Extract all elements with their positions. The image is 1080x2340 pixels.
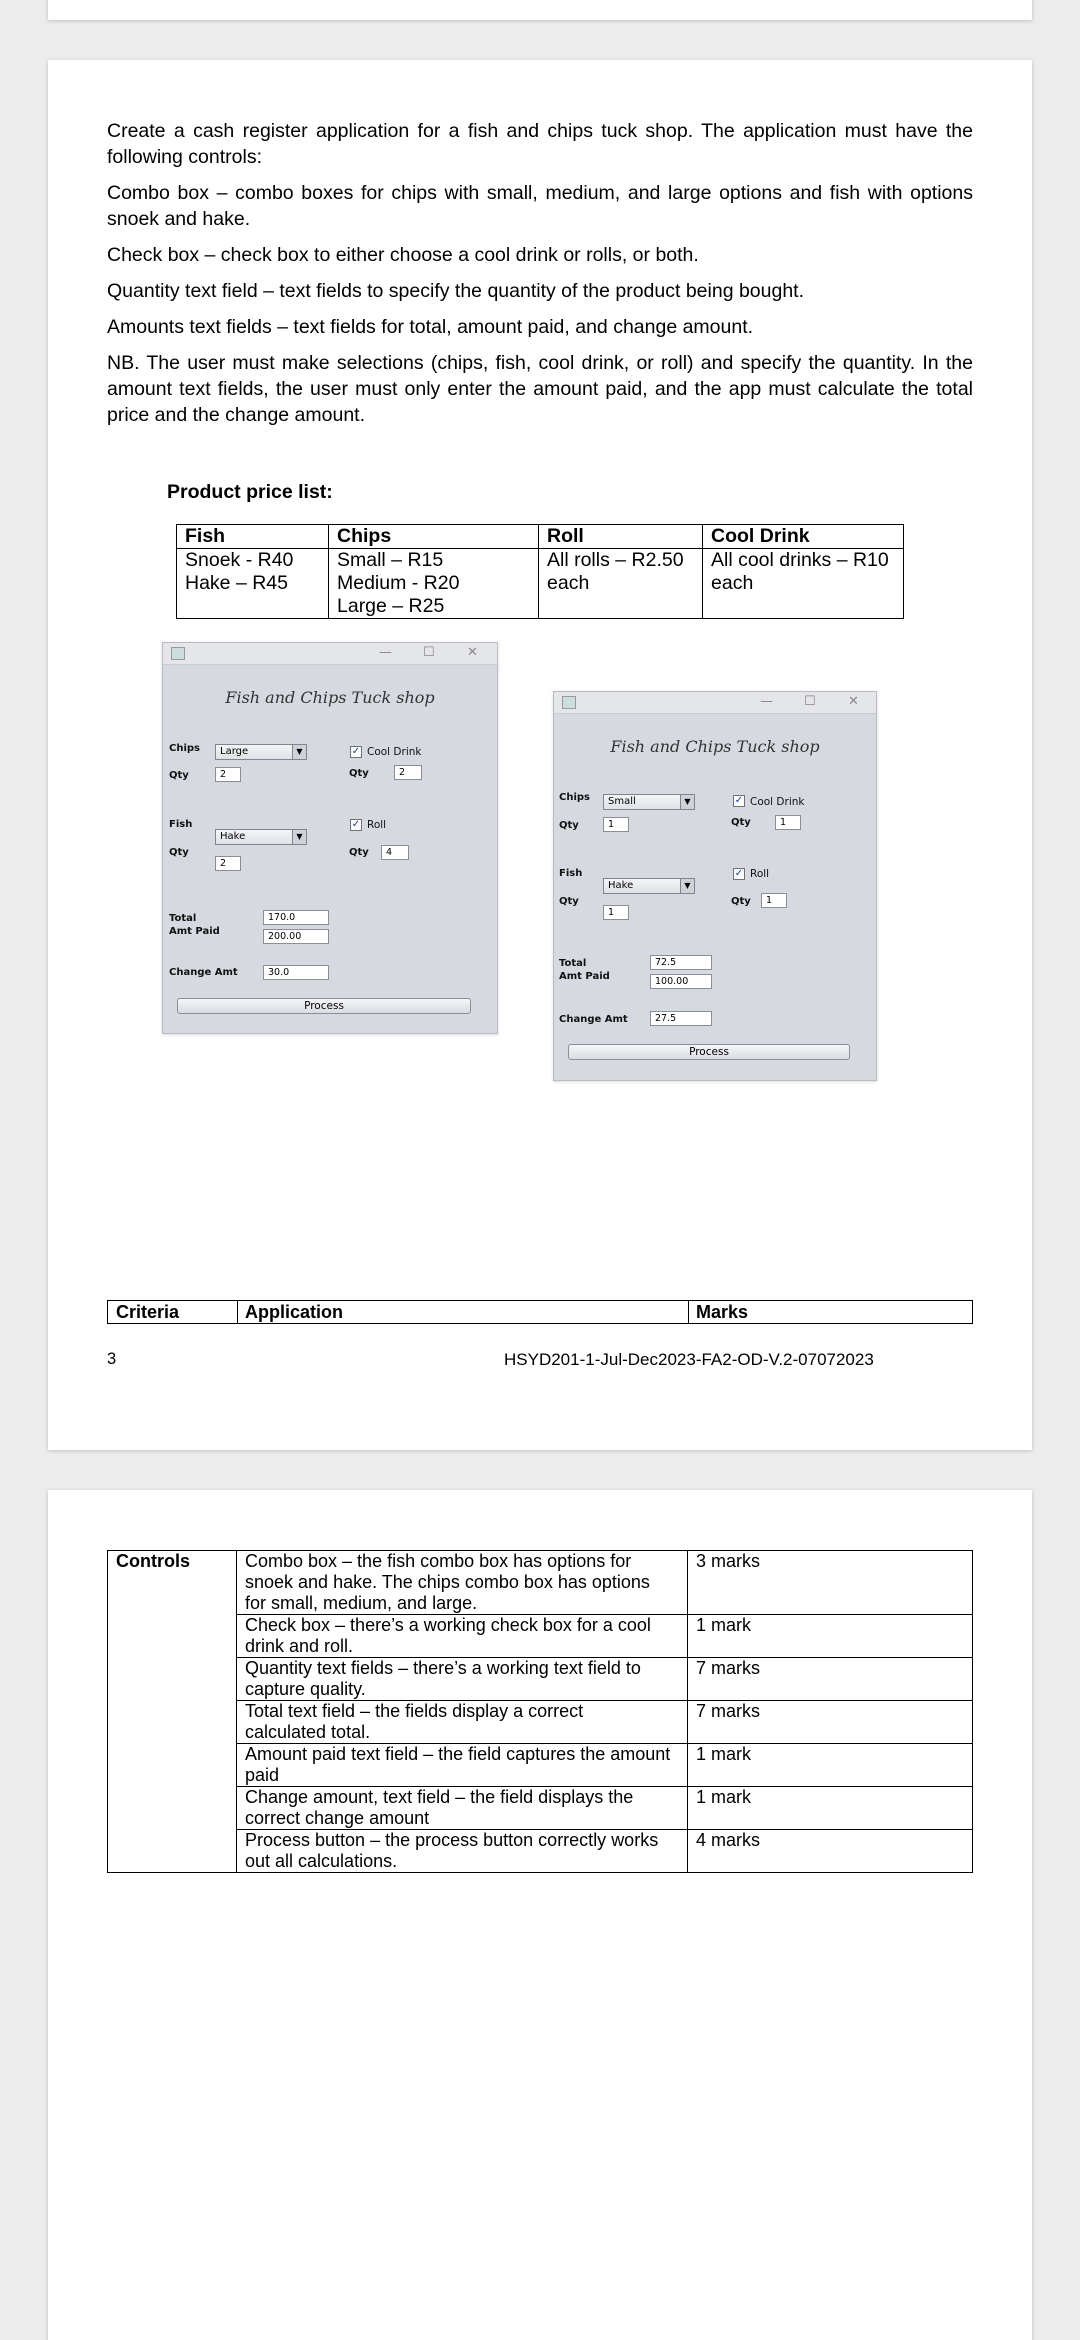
price-item: Hake – R45 <box>185 572 288 594</box>
total-field: 72.5 <box>650 955 712 970</box>
total-field: 170.0 <box>263 910 329 925</box>
col-header-roll: Roll <box>539 525 703 549</box>
fish-combo-value: Hake <box>220 831 246 842</box>
minimize-icon: — <box>379 645 392 660</box>
fish-qty-field: 2 <box>215 856 241 871</box>
rubric-description-line: Process button – the process button correctly works <box>245 1830 659 1850</box>
document-code: HSYD201-1-Jul-Dec2023-FA2-OD-V.2-07072023 <box>504 1350 874 1369</box>
rubric-marks: 3 marks <box>688 1551 973 1615</box>
cool-drink-label: Cool Drink <box>750 796 805 808</box>
intro-paragraph: Quantity text field – text fields to specify the quantity of the product being bought. <box>107 280 805 302</box>
drink-qty-label: Qty <box>731 817 751 828</box>
dropdown-arrow-icon: ▼ <box>292 745 306 759</box>
rubric-marks: 4 marks <box>688 1830 973 1873</box>
intro-paragraph: Check box – check box to either choose a cool drink or rolls, or both. <box>107 244 699 266</box>
drink-qty-field: 2 <box>394 765 422 780</box>
rubric-marks: 7 marks <box>688 1701 973 1744</box>
rubric-description-line: paid <box>245 1765 280 1785</box>
close-icon: ✕ <box>848 694 859 709</box>
chips-qty-field: 1 <box>603 817 629 832</box>
change-field: 30.0 <box>263 965 329 980</box>
price-item: Snoek - R40 <box>185 549 294 571</box>
fish-qty-label: Qty <box>169 847 189 858</box>
rubric-row <box>108 1658 973 1701</box>
chips-combo <box>603 794 695 810</box>
document-page-3 <box>48 60 1032 1450</box>
fish-combo <box>215 829 307 845</box>
intro-paragraph: Amounts text fields – text fields for total, amount paid, and change amount. <box>107 316 754 338</box>
app-title: Fish and Chips Tuck shop <box>225 688 435 707</box>
fish-qty-label: Qty <box>559 896 579 907</box>
rubric-description-line: capture quality. <box>245 1679 366 1699</box>
rubric-description <box>237 1658 688 1701</box>
chips-combo <box>215 744 307 760</box>
rubric-description-line: for small, medium, and large. <box>245 1593 478 1613</box>
price-list-heading: Product price list: <box>167 481 333 503</box>
intro-paragraph: Create a cash register application for a fish and chips tuck shop. The application must have the following controls: <box>107 120 973 168</box>
rubric-description-line: correct change amount <box>245 1808 430 1828</box>
chips-prices <box>329 549 539 619</box>
roll-prices <box>539 549 703 619</box>
rubric-description-line: Total text field – the fields display a correct <box>245 1701 584 1721</box>
col-header-fish: Fish <box>177 525 329 549</box>
amt-paid-label: Amt Paid <box>169 926 220 937</box>
amt-paid-field: 200.00 <box>263 929 329 944</box>
rubric-category: Controls <box>108 1551 237 1873</box>
window-titlebar <box>554 692 876 714</box>
price-table <box>176 524 904 619</box>
fish-combo <box>603 878 695 894</box>
rubric-description-line: calculated total. <box>245 1722 371 1742</box>
fish-qty-field: 1 <box>603 905 629 920</box>
col-header-chips: Chips <box>329 525 539 549</box>
change-label: Change Amt <box>169 967 238 978</box>
rubric-description-line: out all calculations. <box>245 1851 398 1871</box>
fish-prices <box>177 549 329 619</box>
roll-checkbox: ✓ <box>351 819 361 830</box>
rubric-description <box>237 1615 688 1658</box>
rubric-marks: 1 mark <box>688 1615 973 1658</box>
rubric-description-line: Check box – there’s a working check box for a cool <box>245 1615 651 1635</box>
rubric-description <box>237 1744 688 1787</box>
rubric-description <box>237 1787 688 1830</box>
rubric-description <box>237 1551 688 1615</box>
process-button: Process <box>568 1044 850 1060</box>
rubric-marks: 1 mark <box>688 1787 973 1830</box>
maximize-icon: ☐ <box>804 694 816 709</box>
roll-label: Roll <box>367 819 387 831</box>
roll-qty-label: Qty <box>349 847 369 858</box>
chips-combo-value: Small <box>608 796 636 807</box>
criteria-header-row <box>107 1300 973 1324</box>
rubric-row <box>108 1701 973 1744</box>
price-item: Small – R15 <box>337 549 444 571</box>
rubric-description-line: Change amount, text field – the field displays the <box>245 1787 634 1807</box>
rubric-row <box>108 1787 973 1830</box>
intro-paragraph: NB. The user must make selections (chips, fish, cool drink, or roll) and specify the quantity. In the amount text fields, the user must only enter the amount paid, and the app must calculate the total price and the change amount. <box>107 352 973 426</box>
rubric-row <box>108 1830 973 1873</box>
rubric-table <box>107 1550 973 1873</box>
dropdown-arrow-icon: ▼ <box>292 830 306 844</box>
fish-combo-value: Hake <box>608 880 634 891</box>
rubric-description <box>237 1701 688 1744</box>
rubric-row <box>108 1744 973 1787</box>
column-divider <box>688 1301 689 1323</box>
java-app-icon <box>171 647 185 660</box>
fish-label: Fish <box>169 819 193 830</box>
total-label: Total <box>559 958 587 969</box>
marks-header: Marks <box>696 1302 749 1322</box>
price-item: All cool drinks – R10 <box>711 549 889 571</box>
cool-drink-checkbox: ✓ <box>351 746 361 757</box>
roll-qty-label: Qty <box>731 896 751 907</box>
price-table-row <box>177 549 904 619</box>
roll-checkbox: ✓ <box>734 868 744 879</box>
drink-qty-field: 1 <box>775 815 801 830</box>
cool-drink-checkbox: ✓ <box>734 795 744 806</box>
rubric-description-line: Quantity text fields – there’s a working text field to <box>245 1658 641 1678</box>
previous-page-edge <box>48 0 1032 20</box>
assignment-intro <box>107 118 973 438</box>
price-table-header-row <box>177 525 904 549</box>
page-number: 3 <box>107 1350 117 1368</box>
price-item: each <box>547 572 590 594</box>
rubric-marks: 1 mark <box>688 1744 973 1787</box>
price-item: All rolls – R2.50 <box>547 549 684 571</box>
close-icon: ✕ <box>467 645 478 660</box>
roll-qty-field: 4 <box>381 845 409 860</box>
change-field: 27.5 <box>650 1011 712 1026</box>
rubric-row <box>108 1615 973 1658</box>
rubric-row <box>108 1551 973 1615</box>
java-app-icon <box>562 696 576 709</box>
cool-drink-label: Cool Drink <box>367 746 422 758</box>
rubric-marks: 7 marks <box>688 1658 973 1701</box>
rubric-description-line: drink and roll. <box>245 1636 354 1656</box>
total-label: Total <box>169 913 197 924</box>
minimize-icon: — <box>760 694 773 709</box>
criteria-header: Criteria <box>116 1302 180 1322</box>
process-button: Process <box>177 998 471 1014</box>
chips-combo-value: Large <box>220 746 249 757</box>
change-label: Change Amt <box>559 1014 628 1025</box>
dropdown-arrow-icon: ▼ <box>680 879 694 893</box>
price-item: Large – R25 <box>337 595 445 617</box>
rubric-description <box>237 1830 688 1873</box>
rubric-description-line: snoek and hake. The chips combo box has options <box>245 1572 650 1592</box>
window-titlebar <box>163 643 497 665</box>
fish-label: Fish <box>559 868 583 879</box>
price-item: Medium - R20 <box>337 572 460 594</box>
app-screenshot-2 <box>553 691 877 1081</box>
app-screenshot-1 <box>162 642 498 1034</box>
price-item: each <box>711 572 754 594</box>
chips-label: Chips <box>559 792 590 803</box>
document-page-4 <box>48 1490 1032 2340</box>
amt-paid-label: Amt Paid <box>559 971 610 982</box>
drink-qty-label: Qty <box>349 768 369 779</box>
application-header: Application <box>245 1302 343 1322</box>
chips-qty-label: Qty <box>559 820 579 831</box>
chips-qty-label: Qty <box>169 770 189 781</box>
roll-label: Roll <box>750 868 770 880</box>
cool-drink-prices <box>703 549 904 619</box>
app-title: Fish and Chips Tuck shop <box>610 737 820 756</box>
intro-paragraph: Combo box – combo boxes for chips with small, medium, and large options and fish with options snoek and hake. <box>107 182 973 230</box>
rubric-description-line: Amount paid text field – the field captures the amount <box>245 1744 671 1764</box>
chips-qty-field: 2 <box>215 767 241 782</box>
maximize-icon: ☐ <box>423 645 435 660</box>
col-header-cool-drink: Cool Drink <box>703 525 904 549</box>
chips-label: Chips <box>169 743 200 754</box>
amt-paid-field: 100.00 <box>650 974 712 989</box>
roll-qty-field: 1 <box>761 893 787 908</box>
rubric-description-line: Combo box – the fish combo box has options for <box>245 1551 632 1571</box>
dropdown-arrow-icon: ▼ <box>680 795 694 809</box>
column-divider <box>237 1301 238 1323</box>
